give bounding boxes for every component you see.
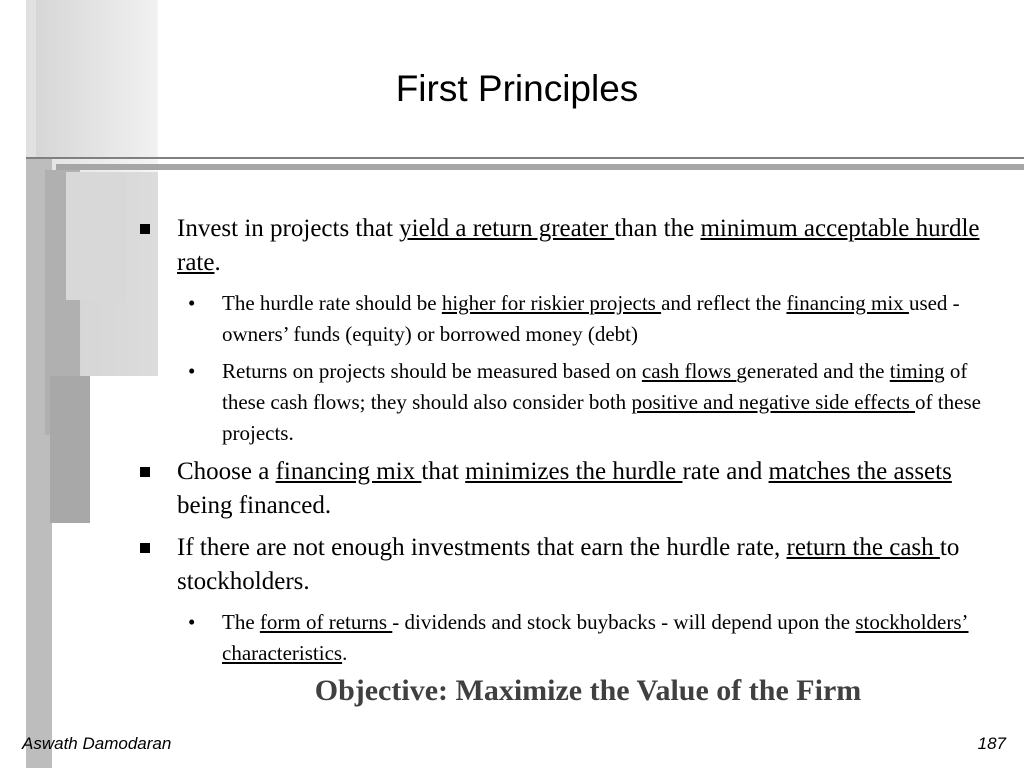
footer-author: Aswath Damodaran bbox=[22, 734, 172, 753]
decor-block bbox=[66, 172, 126, 300]
underlined-text: higher for riskier projects bbox=[441, 291, 662, 315]
sub-bullet-item bbox=[138, 607, 998, 669]
underlined-text: financing mix bbox=[275, 458, 422, 485]
underlined-text: stockholders’ characteristics bbox=[222, 610, 969, 665]
text-run: to stockholders. bbox=[177, 534, 960, 595]
dot-bullet-icon: • bbox=[188, 610, 196, 634]
square-bullet-icon bbox=[140, 543, 150, 553]
text-run: Returns on projects should be measured based on bbox=[222, 359, 642, 383]
underlined-text: timing bbox=[889, 359, 945, 383]
bullet-item bbox=[138, 455, 998, 523]
underlined-text: return the cash bbox=[786, 534, 940, 561]
sub-bullet-item bbox=[138, 288, 998, 350]
slide-title: First Principles bbox=[395, 68, 639, 109]
text-run: If there are not enough investments that earn the hurdle rate, bbox=[177, 534, 787, 561]
dot-bullet-icon: • bbox=[188, 291, 196, 315]
decor-bar bbox=[50, 376, 90, 523]
underlined-text: yield a return greater bbox=[399, 215, 615, 242]
text-run: The hurdle rate should be bbox=[222, 291, 442, 315]
bullet-item bbox=[138, 531, 998, 599]
sub-bullet-item bbox=[138, 356, 998, 449]
underlined-text: minimum acceptable hurdle rate bbox=[177, 215, 980, 276]
text-run: of these cash flows; they should also consider both bbox=[222, 359, 968, 414]
square-bullet-icon bbox=[140, 467, 150, 477]
text-run: Choose a bbox=[177, 458, 276, 485]
objective-statement: Objective: Maximize the Value of the Firm bbox=[314, 674, 862, 707]
text-run: . bbox=[214, 249, 221, 276]
text-run: than the bbox=[614, 215, 701, 242]
slide-body bbox=[138, 212, 998, 675]
text-run: being financed. bbox=[177, 492, 332, 519]
underlined-text: cash flows bbox=[641, 359, 737, 383]
square-bullet-icon bbox=[140, 224, 150, 234]
underlined-text: financing mix bbox=[786, 291, 909, 315]
underlined-text: form of returns bbox=[259, 610, 393, 634]
text-run: rate and bbox=[682, 458, 769, 485]
underlined-text: matches the assets bbox=[768, 458, 952, 485]
dot-bullet-icon: • bbox=[188, 359, 196, 383]
text-run: The bbox=[222, 610, 260, 634]
text-run: - dividends and stock buybacks - will depend upon the bbox=[392, 610, 856, 634]
underlined-text: minimizes the hurdle bbox=[465, 458, 683, 485]
text-run: that bbox=[421, 458, 466, 485]
text-run: used - owners’ funds (equity) or borrowed money (debt) bbox=[222, 291, 960, 346]
footer-page-number: 187 bbox=[977, 734, 1006, 753]
text-run: and reflect the bbox=[661, 291, 787, 315]
text-run: . bbox=[342, 641, 348, 665]
underlined-text: positive and negative side effects bbox=[631, 390, 916, 414]
bullet-item bbox=[138, 212, 998, 280]
text-run: generated and the bbox=[736, 359, 890, 383]
text-run: of these projects. bbox=[222, 390, 981, 445]
text-run: Invest in projects that bbox=[177, 215, 400, 242]
title-divider bbox=[26, 157, 1024, 159]
title-divider-shadow bbox=[56, 164, 1024, 170]
